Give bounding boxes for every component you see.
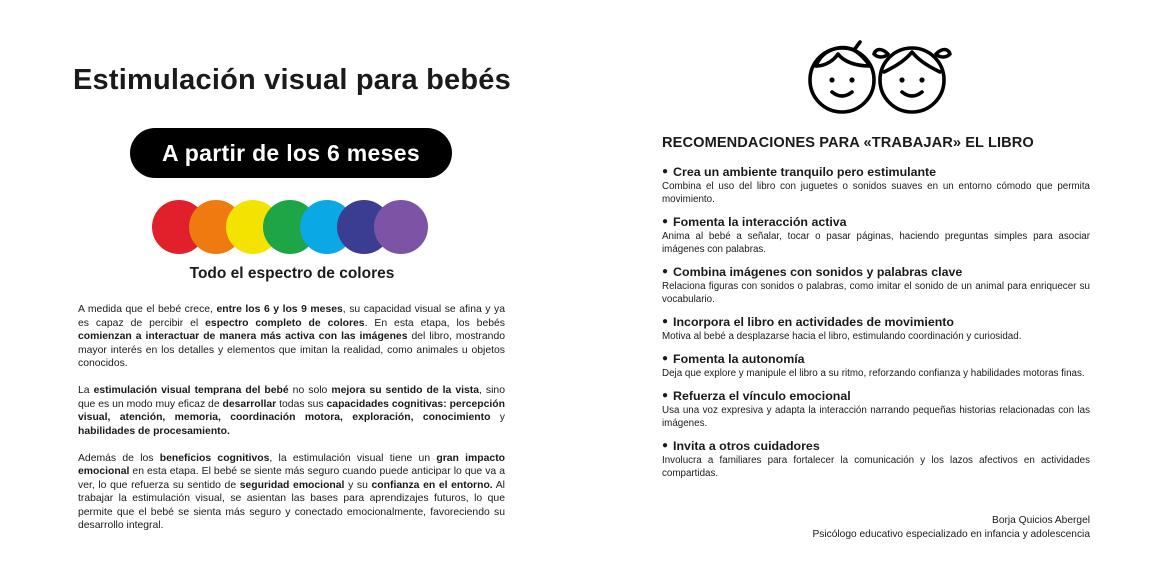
recommendations-list bbox=[662, 164, 1090, 480]
bold-text: seguridad emocional bbox=[239, 479, 345, 491]
recommendation-item bbox=[662, 438, 1090, 480]
bullet-icon: ● bbox=[662, 166, 669, 177]
text-run: . En esta etapa, los bebés bbox=[364, 317, 505, 329]
text-run: y bbox=[490, 412, 505, 423]
recommendation-item bbox=[662, 264, 1090, 306]
page-title: Estimulación visual para bebés bbox=[73, 64, 511, 96]
bold-text: habilidades de procesamiento. bbox=[78, 425, 230, 437]
children-faces-icon bbox=[800, 36, 956, 116]
recommendation-item bbox=[662, 214, 1090, 256]
recommendation-heading bbox=[662, 164, 1090, 180]
bullet-icon: ● bbox=[662, 316, 669, 327]
recommendation-item bbox=[662, 388, 1090, 430]
body-paragraph bbox=[78, 384, 505, 438]
recommendation-description: Usa una voz expresiva y adapta la interacción narrando pequeñas historias relacionadas con las imágenes. bbox=[662, 405, 1090, 429]
bold-text: mejora su sentido de la vista bbox=[331, 385, 480, 396]
recommendation-heading bbox=[662, 314, 1090, 330]
bullet-icon: ● bbox=[662, 353, 669, 364]
author-role: Psicólogo educativo especializado en infancia y adolescencia bbox=[812, 528, 1090, 540]
recommendation-heading-text: Fomenta la autonomía bbox=[673, 352, 805, 366]
recommendations-title: RECOMENDACIONES PARA «TRABAJAR» EL LIBRO bbox=[662, 135, 1034, 151]
text-run: Al trabajar la estimulación visual, se asientan las bases para aprendizajes futuros, lo que permite que el bebé se sienta más seguro y conectado emocionalmente, favoreciendo su desarrollo integral. bbox=[78, 479, 505, 531]
text-run: A medida que el bebé crece, bbox=[78, 304, 217, 315]
recommendation-item bbox=[662, 164, 1090, 206]
bold-text: capacidades cognitivas: percepción visual, atención, memoria, coordinación motora, exploración, conocimiento bbox=[78, 398, 505, 423]
bullet-icon: ● bbox=[662, 216, 669, 227]
recommendation-description: Relaciona figuras con sonidos o palabras, como imitar el sonido de un animal para enriquecer su vocabulario. bbox=[662, 281, 1090, 305]
recommendation-heading-text: Refuerza el vínculo emocional bbox=[673, 389, 851, 403]
bullet-icon: ● bbox=[662, 440, 669, 451]
author-name: Borja Quicios Abergel bbox=[992, 515, 1090, 526]
recommendation-heading bbox=[662, 214, 1090, 230]
bold-text: espectro completo de colores bbox=[205, 317, 365, 329]
text-run: no solo bbox=[288, 385, 332, 396]
recommendation-description: Deja que explore y manipule el libro a su ritmo, reforzando confianza y habilidades motoras finas. bbox=[662, 368, 1085, 379]
body-paragraph bbox=[78, 303, 505, 371]
text-run: , la estimulación visual tiene un bbox=[269, 452, 437, 464]
recommendation-item bbox=[662, 314, 1090, 343]
recommendation-heading-text: Incorpora el libro en actividades de movimiento bbox=[673, 315, 954, 329]
bold-text: gran impacto emocional bbox=[78, 452, 505, 477]
recommendation-heading-text: Invita a otros cuidadores bbox=[673, 439, 820, 453]
spectrum-label: Todo el espectro de colores bbox=[189, 265, 395, 282]
recommendation-heading bbox=[662, 388, 1090, 404]
body-paragraph bbox=[78, 452, 505, 533]
text-run: La bbox=[78, 385, 94, 396]
color-spectrum-dots bbox=[152, 200, 432, 254]
text-run: , su capacidad visual se afina y ya es capaz de percibir el bbox=[78, 304, 505, 329]
text-run: y su bbox=[344, 479, 372, 491]
recommendation-heading bbox=[662, 264, 1090, 280]
text-run: todas sus bbox=[276, 398, 327, 410]
age-badge-label: A partir de los 6 meses bbox=[162, 139, 420, 166]
bold-text: confianza en el entorno. bbox=[371, 479, 493, 491]
bold-text: entre los 6 y los 9 meses bbox=[216, 304, 343, 315]
text-run: , sino que es un modo muy eficaz de bbox=[78, 385, 505, 410]
recommendation-description: Motiva al bebé a desplazarse hacia el libro, estimulando coordinación y curiosidad. bbox=[662, 331, 1022, 342]
right-page bbox=[584, 0, 1168, 576]
age-badge bbox=[130, 128, 452, 178]
recommendation-description: Involucra a familiares para fortalecer la comunicación y los lazos afectivos en actividades compartidas. bbox=[662, 455, 1090, 479]
signature bbox=[812, 514, 1090, 541]
recommendation-heading-text: Combina imágenes con sonidos y palabras clave bbox=[673, 265, 963, 279]
recommendation-heading bbox=[662, 351, 1090, 367]
text-run: Además de los bbox=[78, 452, 160, 464]
recommendation-item bbox=[662, 351, 1090, 380]
recommendation-description: Anima al bebé a señalar, tocar o pasar páginas, haciendo preguntas simples para asociar imágenes con palabras. bbox=[662, 231, 1090, 255]
text-run: en esta etapa. El bebé se siente más seguro cuando puede anticipar lo que va a ver, lo que refuerza su sentido de bbox=[78, 466, 505, 491]
recommendation-heading-text: Crea un ambiente tranquilo pero estimulante bbox=[673, 165, 937, 179]
color-dot bbox=[374, 200, 428, 254]
bold-text: desarrollar bbox=[222, 398, 277, 410]
bullet-icon: ● bbox=[662, 390, 669, 401]
recommendation-heading bbox=[662, 438, 1090, 454]
text-run: del libro, mostrando mayor interés en los detalles y elementos que imitan la realidad, como animales u objetos conocidos. bbox=[78, 331, 505, 369]
bold-text: beneficios cognitivos bbox=[159, 452, 270, 464]
body-text bbox=[78, 303, 505, 546]
recommendation-description: Combina el uso del libro con juguetes o sonidos suaves en un entorno cómodo que permita movimiento. bbox=[662, 181, 1090, 205]
recommendation-heading-text: Fomenta la interacción activa bbox=[673, 215, 847, 229]
bold-text: estimulación visual temprana del bebé bbox=[93, 385, 289, 396]
bold-text: comienzan a interactuar de manera más activa con las imágenes bbox=[78, 331, 408, 342]
bullet-icon: ● bbox=[662, 266, 669, 277]
